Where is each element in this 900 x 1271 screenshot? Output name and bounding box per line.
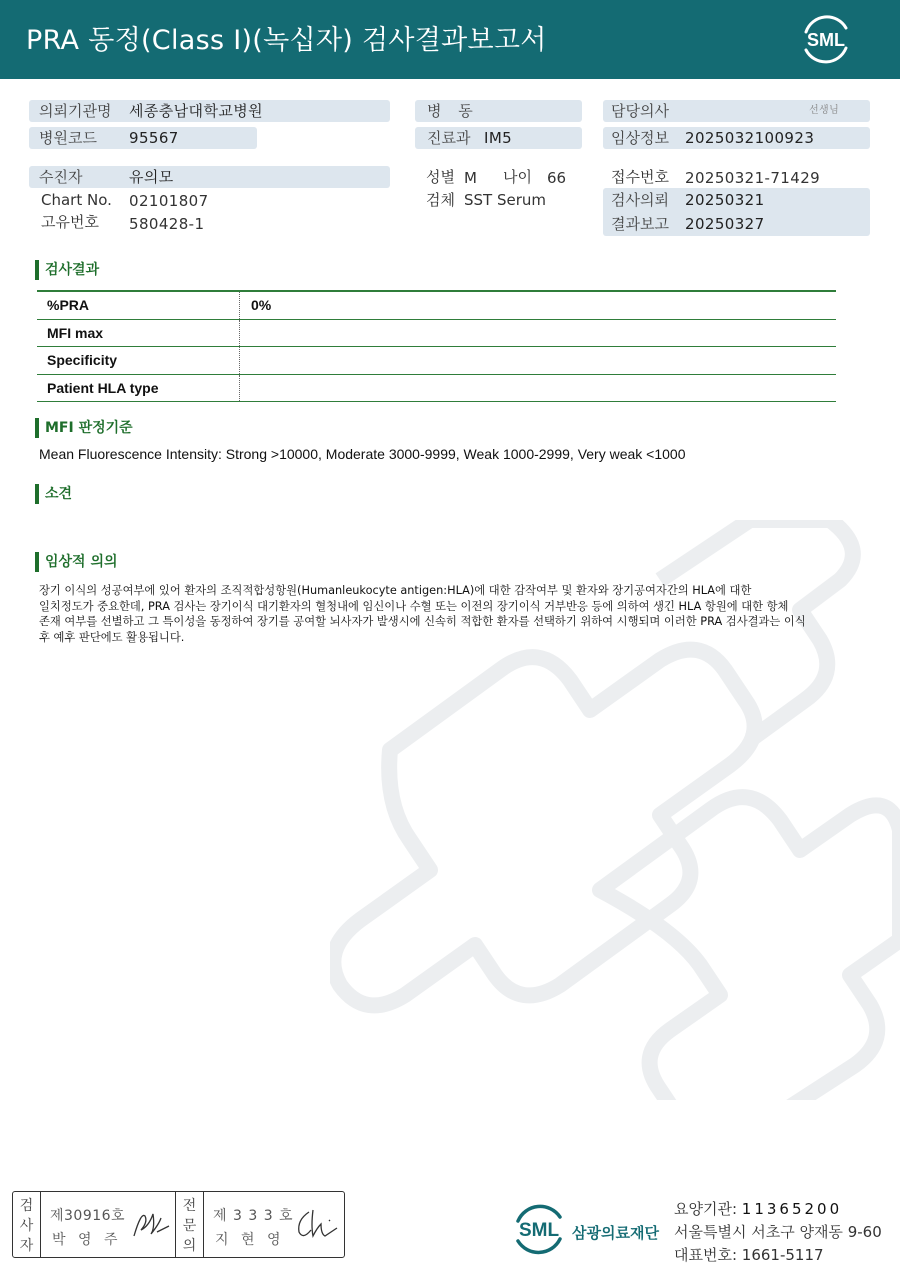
report-title: PRA 동정(Class I)(녹십자) 검사결과보고서 (26, 25, 547, 56)
hospital-code-field (29, 127, 257, 149)
clinical-significance-text (39, 583, 839, 646)
footer-code-value: 11365200 (741, 1200, 843, 1218)
sml-footer-logo-icon (510, 1201, 568, 1257)
table-row (37, 320, 836, 348)
footer-phone (674, 1244, 824, 1265)
logo-text: SML (807, 30, 845, 50)
footer-address: 서울특별시 서초구 양재동 9-60 (674, 1223, 882, 1241)
result-name: MFI max (37, 320, 240, 347)
request-value: 20250321 (685, 191, 765, 209)
results-table (37, 290, 836, 402)
footer-code-label: 요양기관: (674, 1200, 738, 1218)
hospital-code-label: 병원코드 (39, 129, 97, 147)
stamp-divider (40, 1192, 41, 1257)
mfi-criteria-text: Mean Fluorescence Intensity: Strong >10000, Moderate 3000-9999, Weak 1000-2999, Very weak <1000 (39, 446, 686, 462)
patient-field (29, 166, 390, 188)
chart-label: Chart No. (41, 191, 112, 209)
request-label: 검사의뢰 (611, 191, 669, 209)
doctor-field (603, 100, 870, 122)
receipt-label: 접수번호 (611, 168, 669, 186)
patient-value: 유의모 (129, 168, 174, 186)
examiner-label-text: 검사자 (19, 1198, 34, 1254)
result-value: 0% (251, 297, 272, 313)
result-name: Patient HLA type (37, 375, 240, 402)
clinical-info-field (603, 127, 870, 149)
table-row (37, 347, 836, 375)
ward-field (415, 100, 582, 122)
sex-value: M (464, 169, 477, 187)
unique-label: 고유번호 (41, 213, 99, 231)
examiner-name: 박 영 주 (52, 1232, 122, 1248)
report-value: 20250327 (685, 215, 765, 233)
result-name: %PRA (37, 292, 240, 319)
dept-label: 진료과 (427, 129, 471, 147)
doctor-suffix: 선생님 (809, 105, 840, 116)
specimen-label: 검체 (426, 191, 455, 209)
footer-code (674, 1198, 842, 1219)
age-value: 66 (547, 169, 567, 187)
table-row (37, 375, 836, 403)
unique-value: 580428-1 (129, 215, 205, 233)
clinical-text-line: 존재 여부를 선별하고 그 특이성을 동정하여 장기를 공여할 뇌사자가 발생시에 신속히 적합한 환자를 선택하기 위하여 시행되며 이러한 PRA 검사결과는 이식 (39, 615, 806, 629)
examiner-label (13, 1192, 40, 1257)
clinical-text-line: 후 예후 판단에도 활용됩니다. (39, 631, 185, 645)
specialist-label-text: 전문의 (182, 1198, 197, 1254)
stamp-divider (203, 1192, 204, 1257)
footer-logo-text: SML (518, 1220, 560, 1241)
footer-org-name: 삼광의료재단 (572, 1224, 659, 1242)
opinion-heading: 소견 (35, 484, 72, 504)
mfi-heading: MFI 판정기준 (35, 418, 133, 438)
chart-value: 02101807 (129, 192, 209, 210)
sex-label: 성별 (426, 168, 455, 186)
doctor-label: 담당의사 (611, 102, 669, 120)
age-label: 나이 (503, 168, 532, 186)
dept-value: IM5 (484, 129, 513, 147)
result-name: Specificity (37, 347, 240, 374)
footer-phone-value: 1661-5117 (741, 1246, 824, 1264)
specialist-license: 제 3 3 3 호 (213, 1208, 294, 1224)
clinical-info-value: 2025032100923 (685, 129, 815, 147)
dept-field (415, 127, 582, 149)
specialist-signature-icon (295, 1206, 339, 1244)
hospital-code-value: 95567 (129, 129, 179, 147)
specialist-name: 지 현 영 (215, 1232, 285, 1248)
receipt-value: 20250321-71429 (685, 169, 821, 187)
clinical-heading: 임상적 의의 (35, 552, 118, 572)
signature-stamp (12, 1191, 345, 1258)
results-heading: 검사결과 (35, 260, 99, 280)
table-row (37, 292, 836, 320)
clinical-text-line: 일치정도가 중요한데, PRA 검사는 장기이식 대기환자의 혈청내에 임신이나 수혈 또는 이전의 장기이식 거부반응 등에 의하여 생긴 HLA 항원에 대한 항체 (39, 599, 789, 613)
sml-logo-icon (798, 12, 854, 66)
clinical-text-line: 장기 이식의 성공여부에 있어 환자의 조직적합성항원(Humanleukocyte antigen:HLA)에 대한 감작여부 및 환자와 장기공여자간의 HLA에 대한 (39, 584, 752, 597)
examiner-license: 제30916호 (50, 1208, 126, 1224)
examiner-signature-icon (131, 1206, 171, 1242)
ward-label: 병 동 (427, 102, 479, 120)
institution-label: 의뢰기관명 (39, 102, 112, 120)
footer-phone-label: 대표번호: (674, 1246, 738, 1264)
dates-field (603, 188, 870, 236)
report-label: 결과보고 (611, 215, 669, 233)
patient-label: 수진자 (39, 168, 83, 186)
specialist-label (176, 1192, 203, 1257)
institution-value: 세종충남대학교병원 (129, 102, 264, 120)
clinical-info-label: 임상정보 (611, 129, 669, 147)
specimen-value: SST Serum (464, 191, 547, 209)
institution-field (29, 100, 390, 122)
report-header (0, 0, 900, 79)
